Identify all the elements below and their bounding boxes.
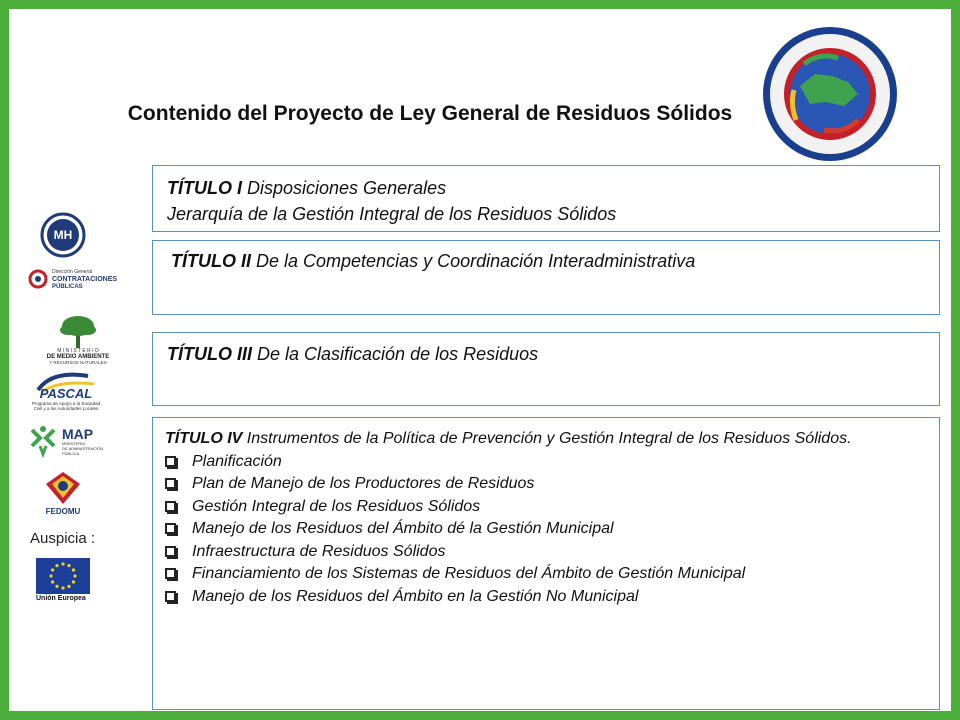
titulo-3-text: De la Clasificación de los Residuos (252, 344, 539, 364)
ma-line3: Y RECURSOS NATURALES (49, 360, 107, 365)
fedomu-logo (38, 470, 88, 516)
titulo-4-list (165, 451, 927, 609)
list-item-text: Manejo de los Residuos del Ámbito dé la Gestión Municipal (192, 520, 614, 537)
fedomu-text: FEDOMU (45, 507, 81, 516)
list-item-text: Infraestructura de Residuos Sólidos (192, 542, 446, 560)
titulo-1-num: TÍTULO I (167, 178, 242, 198)
pascal-sub2: Civil y a las Autoridades Locales (33, 406, 99, 411)
list-item (165, 451, 927, 474)
list-item-text: Planificación (192, 452, 282, 470)
titulo-3-num: TÍTULO III (167, 344, 252, 364)
map-logo (28, 422, 128, 458)
slide-title: Contenido del Proyecto de Ley General de Residuos Sólidos (127, 102, 733, 125)
titulo-4-box (152, 417, 940, 710)
auspicia-label: Auspicia : (30, 530, 96, 547)
dgcp-line2: CONTRATACIONES (52, 276, 118, 283)
map-text: MAP (62, 426, 94, 442)
titulo-2-box (152, 240, 940, 315)
map-sub2: DE ADMINISTRACIÓN (62, 446, 104, 451)
list-item (165, 473, 927, 496)
mh-logo-text: MH (53, 228, 73, 242)
titulo-1-text2: Jerarquía de la Gestión Integral de los Residuos Sólidos (167, 204, 617, 224)
checkbox-bullet-icon (165, 568, 176, 579)
list-item-text: Gestión Integral de los Residuos Sólidos (192, 497, 481, 515)
titulo-1-line (167, 175, 925, 201)
checkbox-bullet-icon (165, 501, 176, 512)
medio-ambiente-logo (28, 310, 128, 366)
list-item (165, 563, 927, 586)
campaign-seal-logo (760, 24, 900, 164)
eu-flag-logo (36, 558, 90, 594)
dgcp-logo (28, 266, 124, 292)
list-item-text: Plan de Manejo de los Productores de Residuos (192, 475, 535, 492)
checkbox-bullet-icon (165, 456, 176, 467)
titulo-2-text: De la Competencias y Coordinación Interadministrativa (251, 251, 696, 271)
list-item (165, 518, 927, 541)
pascal-sub1: Programa de Apoyo a la Sociedad (31, 401, 101, 406)
dgcp-line3: PÚBLICAS (52, 284, 83, 290)
list-item (165, 586, 927, 609)
titulo-4-heading (165, 428, 927, 451)
titulo-3-box (152, 332, 940, 406)
titulo-1-text: Disposiciones Generales (242, 178, 447, 198)
list-item (165, 496, 927, 519)
checkbox-bullet-icon (165, 523, 176, 534)
titulo-4-num: TÍTULO IV (165, 430, 243, 447)
checkbox-bullet-icon (165, 546, 176, 557)
list-item-text: Manejo de los Residuos del Ámbito en la Gestión No Municipal (192, 587, 639, 605)
titulo-1-box (152, 165, 940, 232)
map-sub3: PÚBLICA (62, 451, 80, 456)
pascal-text: PASCAL (39, 386, 93, 401)
titulo-2-num: TÍTULO II (171, 251, 251, 271)
pascal-logo (28, 368, 108, 412)
dgcp-line1: Dirección General (52, 269, 93, 275)
checkbox-bullet-icon (165, 478, 176, 489)
mh-logo (40, 212, 86, 258)
ue-label: Unión Europea (36, 595, 86, 602)
ma-line1: M I N I S T E R I O (57, 348, 99, 354)
ma-line2: DE MEDIO AMBIENTE (46, 354, 110, 360)
list-item (165, 541, 927, 564)
list-item-text: Financiamiento de los Sistemas de Residuos del Ámbito de Gestión Municipal (192, 565, 746, 582)
map-sub1: MINISTERIO (62, 441, 86, 446)
checkbox-bullet-icon (165, 591, 176, 602)
titulo-1-line2 (167, 201, 925, 227)
titulo-4-text: Instrumentos de la Política de Prevención y Gestión Integral de los Residuos Sólidos. (242, 430, 852, 447)
